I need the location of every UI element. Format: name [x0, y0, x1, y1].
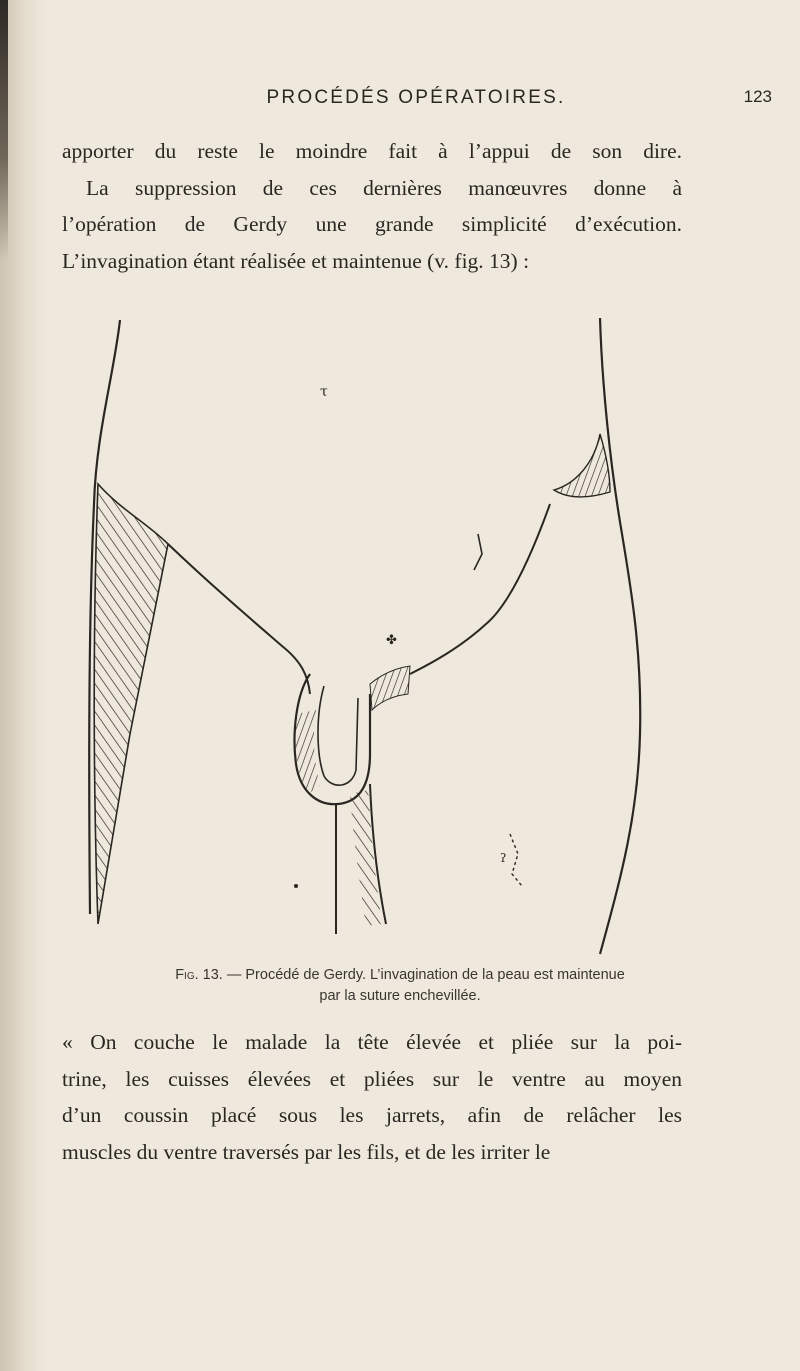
needle-point [294, 884, 298, 888]
figure-13-illustration [70, 314, 670, 974]
text-line: muscles du ventre traversés par les fils, et de les irriter le [62, 1139, 551, 1164]
left-hatched-tissue [94, 484, 168, 924]
invaginated-inner-wall [318, 686, 358, 785]
left-inner-contour [168, 544, 310, 694]
text-line: d’un coussin placé sous les jarrets, afin de relâcher les [62, 1103, 682, 1127]
running-title: PROCÉDÉS OPÉRATOIRES. [266, 87, 566, 108]
text-line: La suppression de ces dernières manœuvres donne à [86, 175, 682, 200]
pouch-hatching-right [370, 666, 410, 710]
paragraph-bottom [62, 1024, 682, 1170]
text-line: L’invagination étant réalisée et maintenue (v. fig. 13) : [62, 248, 530, 273]
text-line: l’opération de Gerdy une grande simplicité d’exécution. [62, 212, 682, 236]
suture-thread [474, 534, 482, 570]
peg-mark-lower: ʔ [500, 851, 507, 865]
figure-label: Fig. 13. [175, 967, 223, 983]
right-body-contour [600, 318, 640, 954]
right-hatched-tissue [554, 434, 610, 497]
pouch-hatching-left [295, 710, 320, 794]
text-line: « On couche le malade la tête élevée et pliée sur la poi- [62, 1030, 682, 1054]
caption-line-1: — Procédé de Gerdy. L’invagination de la peau est maintenue [226, 967, 625, 983]
text-line: trine, les cuisses élevées et pliées sur le ventre au moyen [62, 1066, 682, 1091]
canal-hatching [350, 790, 382, 926]
paragraph-top [62, 133, 682, 279]
peg-mark-middle: ✤ [386, 633, 397, 648]
page-edge-shadow [0, 0, 8, 260]
caption-line-2: par la suture enchevillée. [319, 988, 481, 1004]
right-inner-contour [410, 504, 550, 674]
peg-mark-top: τ [320, 384, 328, 400]
page-number: 123 [743, 87, 772, 106]
text-line: apporter du reste le moindre fait à l’appui de son dire. [62, 139, 682, 163]
running-head [60, 83, 772, 113]
suture-thread-right [510, 834, 522, 886]
